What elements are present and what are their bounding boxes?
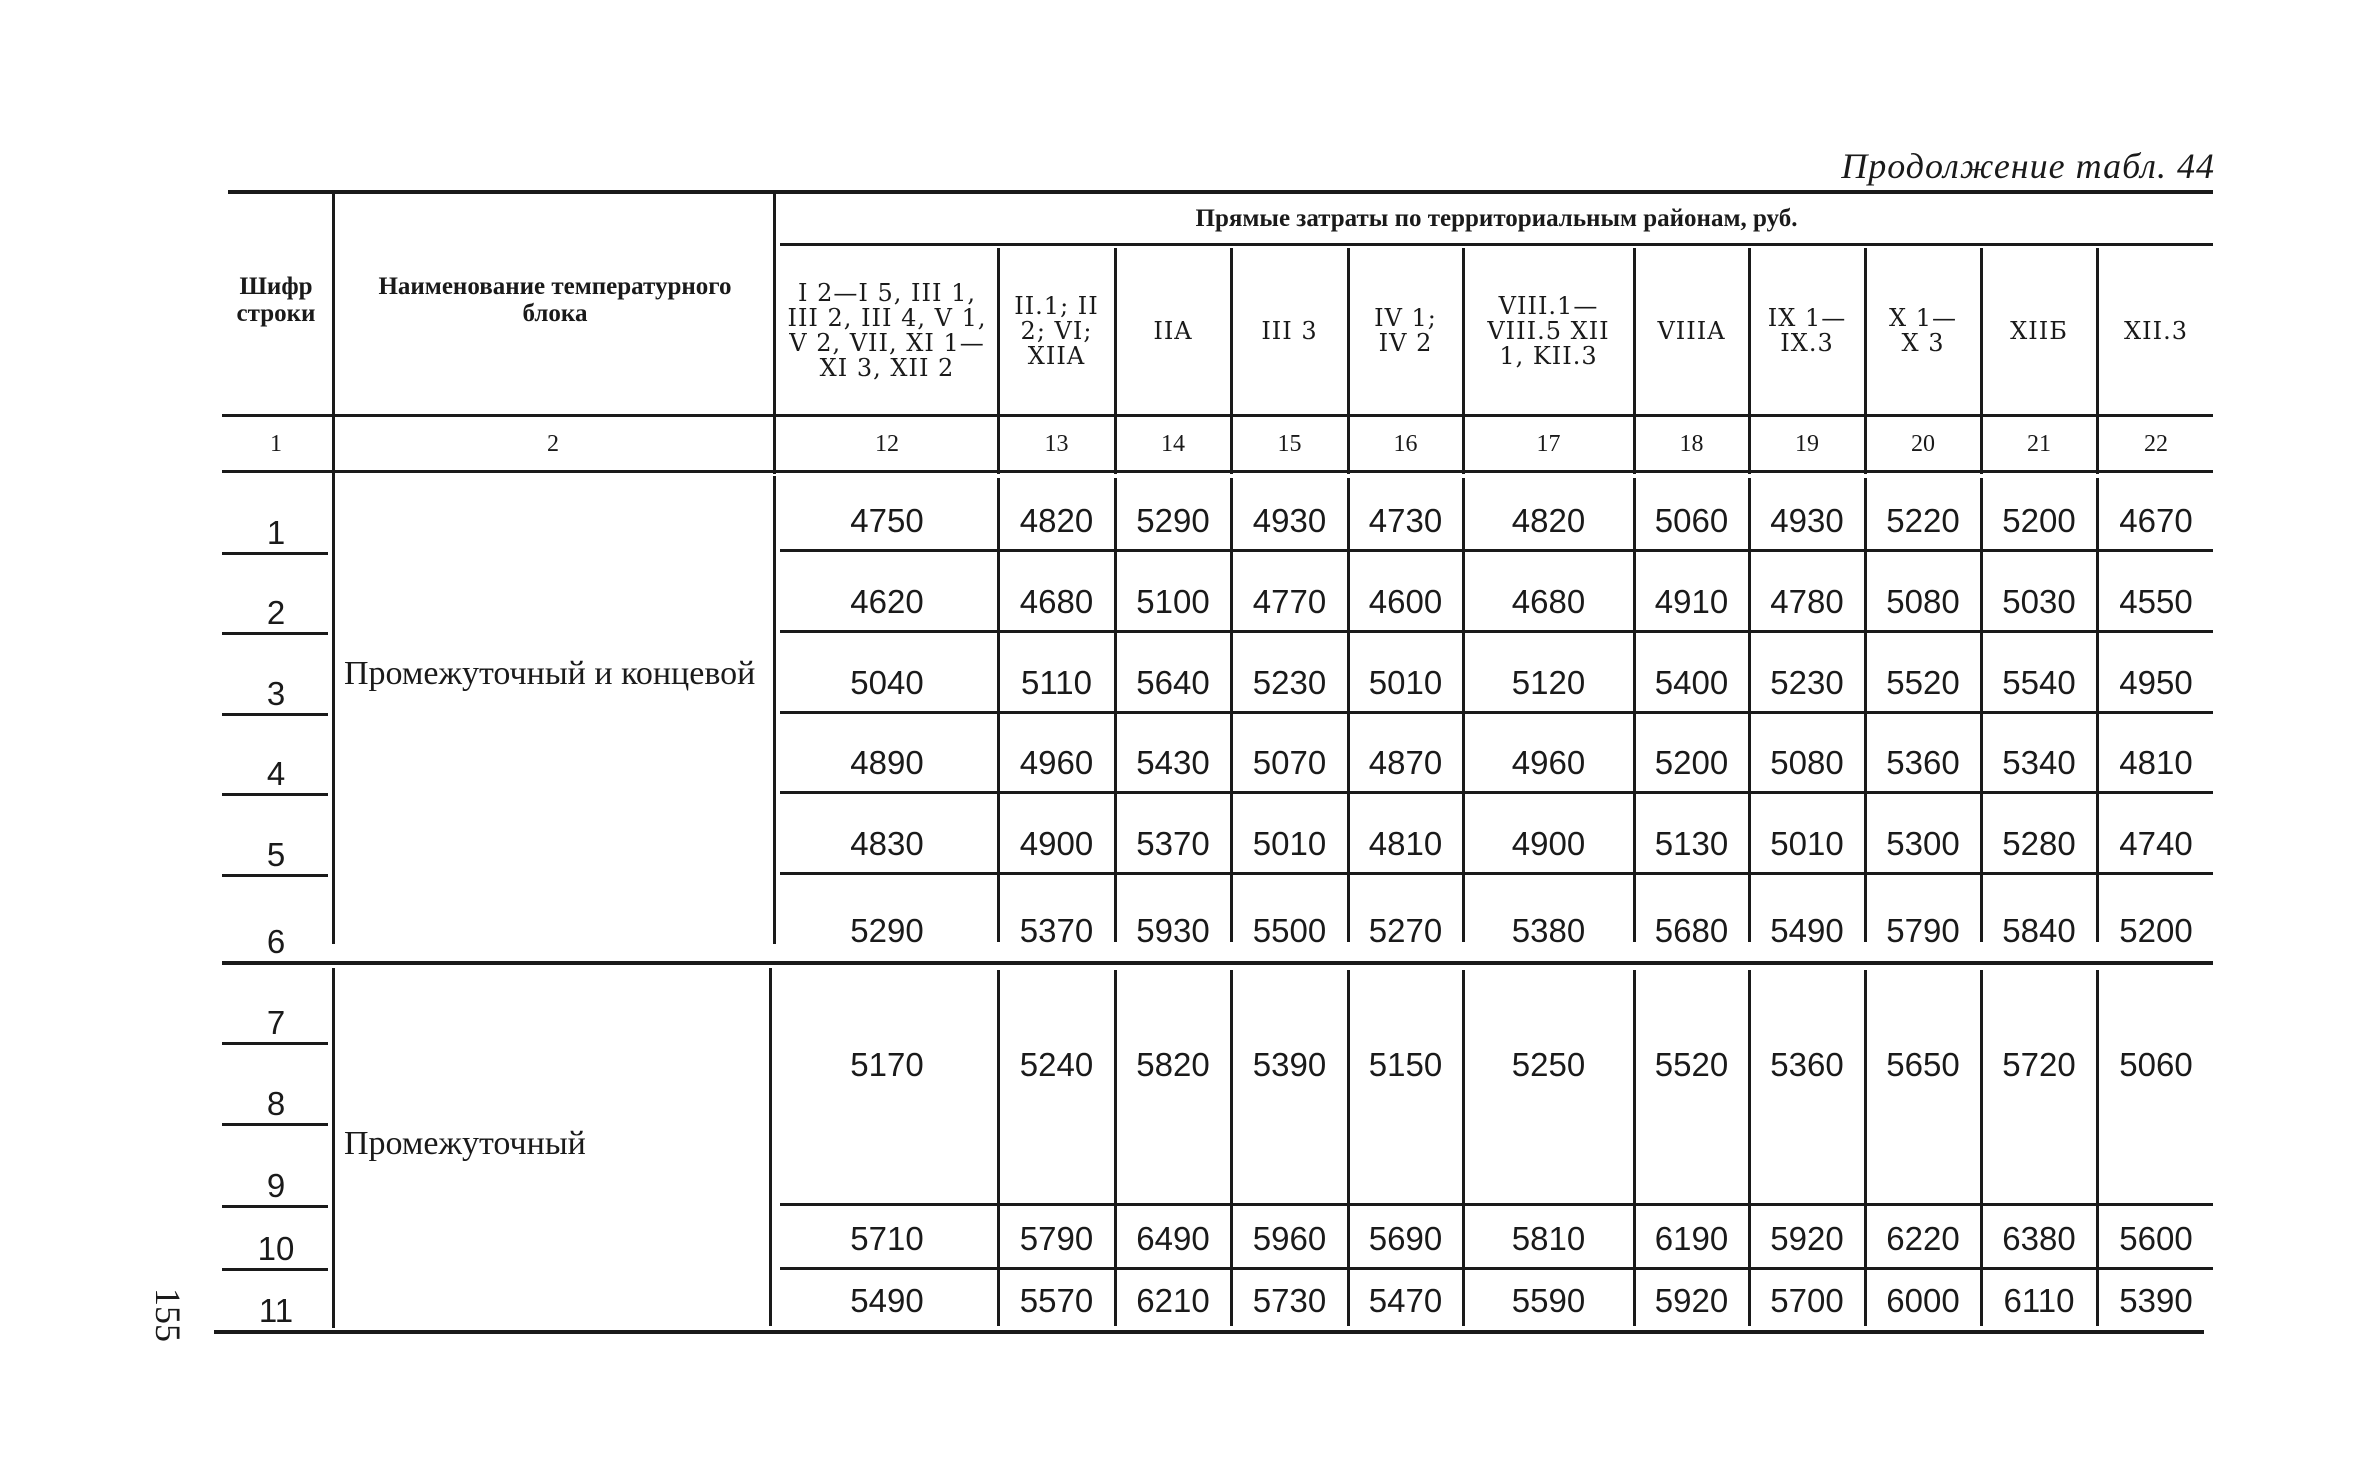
table-cell: 5030 bbox=[2002, 583, 2076, 620]
table-cell: 4810 bbox=[2119, 744, 2193, 781]
table-cell: 4900 bbox=[1511, 825, 1586, 862]
row-code: 1 bbox=[266, 514, 286, 551]
table-cell: 5010 bbox=[1368, 664, 1443, 701]
table-cell: 4870 bbox=[1368, 744, 1443, 781]
row-code: 2 bbox=[266, 594, 286, 631]
row-code: 4 bbox=[266, 755, 286, 792]
table-cell: 4910 bbox=[1654, 583, 1729, 620]
region-header-col22: XII.3 bbox=[2124, 316, 2188, 345]
table-cell: 4900 bbox=[1019, 825, 1094, 862]
table-cell: 5930 bbox=[1136, 912, 1210, 949]
column-number: 16 bbox=[1393, 430, 1418, 457]
table-cell: 5520 bbox=[1886, 664, 1960, 701]
table-cell: 4960 bbox=[1019, 744, 1094, 781]
region-header-col13: II.1; II 2; VI; XIIA bbox=[1014, 291, 1099, 370]
table-cell: 5390 bbox=[2119, 1282, 2193, 1319]
region-header-col18: VIIIA bbox=[1657, 316, 1726, 345]
region-header-col17: VIII.1—VIII.5 XII 1, KII.3 bbox=[1487, 291, 1610, 370]
table-cell: 4930 bbox=[1770, 502, 1844, 539]
column-number: 1 bbox=[270, 430, 282, 457]
row-code: 6 bbox=[266, 923, 286, 960]
row-code: 11 bbox=[258, 1292, 294, 1329]
table-cell: 5040 bbox=[850, 664, 924, 701]
table-cell: 5490 bbox=[850, 1282, 924, 1319]
code-column-header: Шифр строки bbox=[236, 273, 316, 327]
table-cell: 5370 bbox=[1019, 912, 1094, 949]
page-number: 155 bbox=[148, 1288, 188, 1342]
table-cell: 5920 bbox=[1770, 1220, 1844, 1257]
table-cell: 5700 bbox=[1770, 1282, 1844, 1319]
table-cell: 4890 bbox=[850, 744, 924, 781]
table-cell: 5570 bbox=[1019, 1282, 1094, 1319]
table-cell: 5290 bbox=[1136, 502, 1210, 539]
table-cell-merged: 5060 bbox=[2119, 1046, 2193, 1083]
table-cell: 5230 bbox=[1252, 664, 1327, 701]
table-cell: 5290 bbox=[850, 912, 924, 949]
table-cell: 5080 bbox=[1886, 583, 1960, 620]
column-number: 21 bbox=[2027, 430, 2051, 457]
table-cell: 5960 bbox=[1252, 1220, 1327, 1257]
table-cell: 5200 bbox=[2119, 912, 2193, 949]
table-cell: 4830 bbox=[850, 825, 924, 862]
table-cell: 4730 bbox=[1368, 502, 1443, 539]
table-cell: 4930 bbox=[1252, 502, 1327, 539]
table-cell-merged: 5240 bbox=[1019, 1046, 1094, 1083]
table-cell-merged: 5720 bbox=[2002, 1046, 2076, 1083]
table-cell: 5370 bbox=[1136, 825, 1210, 862]
table-cell: 4740 bbox=[2119, 825, 2193, 862]
table-cell: 4820 bbox=[1019, 502, 1094, 539]
group-title-rule bbox=[780, 243, 2213, 246]
table-cell-merged: 5150 bbox=[1368, 1046, 1443, 1083]
table-cell: 6220 bbox=[1886, 1220, 1960, 1257]
row-code: 7 bbox=[266, 1004, 286, 1041]
region-header-col12: I 2—I 5, III 1, III 2, III 4, V 1, V 2, VII, XI 1—XI 3, XII 2 bbox=[787, 279, 987, 382]
column-number: 12 bbox=[875, 430, 899, 457]
table-cell: 5470 bbox=[1368, 1282, 1443, 1319]
table-cell: 4780 bbox=[1770, 583, 1844, 620]
table-cell: 6380 bbox=[2002, 1220, 2076, 1257]
table-cell: 5500 bbox=[1252, 912, 1327, 949]
table-cell: 5230 bbox=[1770, 664, 1844, 701]
group-label-intermediate-and-end: Промежуточный и концевой bbox=[344, 655, 756, 692]
row-code: 10 bbox=[257, 1230, 295, 1267]
table-cell: 5920 bbox=[1654, 1282, 1729, 1319]
table-cell: 4960 bbox=[1511, 744, 1586, 781]
region-header-col19: IX 1—IX.3 bbox=[1767, 304, 1847, 357]
table-cell: 5120 bbox=[1511, 664, 1586, 701]
region-group-title: Прямые затраты по территориальным районам, руб. bbox=[1195, 204, 1798, 232]
table-cell: 5200 bbox=[2002, 502, 2076, 539]
table-cell: 5380 bbox=[1511, 912, 1586, 949]
region-header-col16: IV 1; IV 2 bbox=[1374, 304, 1437, 357]
column-number: 22 bbox=[2144, 430, 2168, 457]
table-cell: 5340 bbox=[2002, 744, 2076, 781]
table-cell: 4600 bbox=[1368, 583, 1443, 620]
table-cell: 4770 bbox=[1252, 583, 1327, 620]
table-cell: 5430 bbox=[1136, 744, 1210, 781]
table-cell: 5490 bbox=[1770, 912, 1844, 949]
table-cell: 5280 bbox=[2002, 825, 2076, 862]
table-cell: 5810 bbox=[1511, 1220, 1586, 1257]
table-cell: 5790 bbox=[1019, 1220, 1094, 1257]
colnum-bottom-rule bbox=[222, 470, 2213, 473]
table-cell: 5840 bbox=[2002, 912, 2076, 949]
header-bottom-rule bbox=[222, 414, 2213, 417]
row-code: 5 bbox=[266, 836, 286, 873]
table-cell-merged: 5170 bbox=[850, 1046, 924, 1083]
table-cell: 4810 bbox=[1368, 825, 1443, 862]
table-cell: 5300 bbox=[1886, 825, 1960, 862]
table-cell: 4820 bbox=[1511, 502, 1586, 539]
table-cell: 5680 bbox=[1654, 912, 1729, 949]
table-cell: 5220 bbox=[1886, 502, 1960, 539]
table-cell: 5600 bbox=[2119, 1220, 2193, 1257]
column-number: 19 bbox=[1795, 430, 1819, 457]
table-cell-merged: 5390 bbox=[1252, 1046, 1327, 1083]
table-cell-merged: 5250 bbox=[1511, 1046, 1586, 1083]
column-number: 14 bbox=[1161, 430, 1185, 457]
row-code: 3 bbox=[266, 675, 286, 712]
column-number: 18 bbox=[1679, 430, 1704, 457]
column-number: 13 bbox=[1044, 430, 1069, 457]
table-cell: 5270 bbox=[1368, 912, 1443, 949]
region-header-col21: XIIБ bbox=[2010, 316, 2068, 345]
table-cell: 5590 bbox=[1511, 1282, 1586, 1319]
group-divider-rule bbox=[222, 961, 2213, 965]
table-cell: 6110 bbox=[2003, 1282, 2075, 1319]
table-cell: 4680 bbox=[1019, 583, 1094, 620]
table-top-rule bbox=[228, 190, 2213, 194]
table-cell: 5640 bbox=[1136, 664, 1210, 701]
group-label-intermediate: Промежуточный bbox=[344, 1125, 586, 1162]
table-cell: 4750 bbox=[850, 502, 924, 539]
table-cell: 5010 bbox=[1770, 825, 1844, 862]
table-cell: 5070 bbox=[1252, 744, 1327, 781]
column-number: 2 bbox=[547, 430, 559, 457]
table-cell: 5110 bbox=[1021, 664, 1092, 701]
table-cell: 5060 bbox=[1654, 502, 1729, 539]
table-cell: 5130 bbox=[1654, 825, 1729, 862]
row-code: 9 bbox=[266, 1167, 286, 1204]
table-cell: 6210 bbox=[1136, 1282, 1210, 1319]
table-cell: 5540 bbox=[2002, 664, 2076, 701]
column-number: 15 bbox=[1277, 430, 1302, 457]
table-cell: 6000 bbox=[1886, 1282, 1960, 1319]
table-cell: 5100 bbox=[1136, 583, 1210, 620]
table-cell: 5400 bbox=[1654, 664, 1729, 701]
column-number: 20 bbox=[1911, 430, 1935, 457]
table-cell: 4550 bbox=[2119, 583, 2193, 620]
column-number: 17 bbox=[1536, 430, 1561, 457]
table-bottom-rule bbox=[214, 1330, 2204, 1334]
table-cell: 4680 bbox=[1511, 583, 1586, 620]
table-cell-merged: 5520 bbox=[1654, 1046, 1729, 1083]
table-cell: 5010 bbox=[1252, 825, 1327, 862]
table-cell: 5080 bbox=[1770, 744, 1844, 781]
region-header-col15: III 3 bbox=[1261, 316, 1318, 345]
table-cell: 4620 bbox=[850, 583, 924, 620]
table-cell-merged: 5820 bbox=[1136, 1046, 1210, 1083]
region-header-col20: X 1—X 3 bbox=[1889, 304, 1957, 357]
table-cell: 5790 bbox=[1886, 912, 1960, 949]
table-cell: 4670 bbox=[2119, 502, 2193, 539]
table-cell-merged: 5360 bbox=[1770, 1046, 1844, 1083]
row-code: 8 bbox=[266, 1085, 286, 1122]
table-cell: 5360 bbox=[1886, 744, 1960, 781]
table-cell: 5690 bbox=[1368, 1220, 1443, 1257]
table-cell: 5200 bbox=[1654, 744, 1729, 781]
table-cell: 5710 bbox=[850, 1220, 924, 1257]
table-cell: 4950 bbox=[2119, 664, 2193, 701]
name-column-header: Наименование температурного блока bbox=[378, 273, 732, 327]
table-cell-merged: 5650 bbox=[1886, 1046, 1960, 1083]
table-cell: 6490 bbox=[1136, 1220, 1210, 1257]
table-continuation-caption: Продолжение табл. 44 bbox=[1841, 146, 2215, 186]
table-cell: 6190 bbox=[1654, 1220, 1729, 1257]
region-header-col14: IIA bbox=[1153, 316, 1193, 345]
table-cell: 5730 bbox=[1252, 1282, 1327, 1319]
